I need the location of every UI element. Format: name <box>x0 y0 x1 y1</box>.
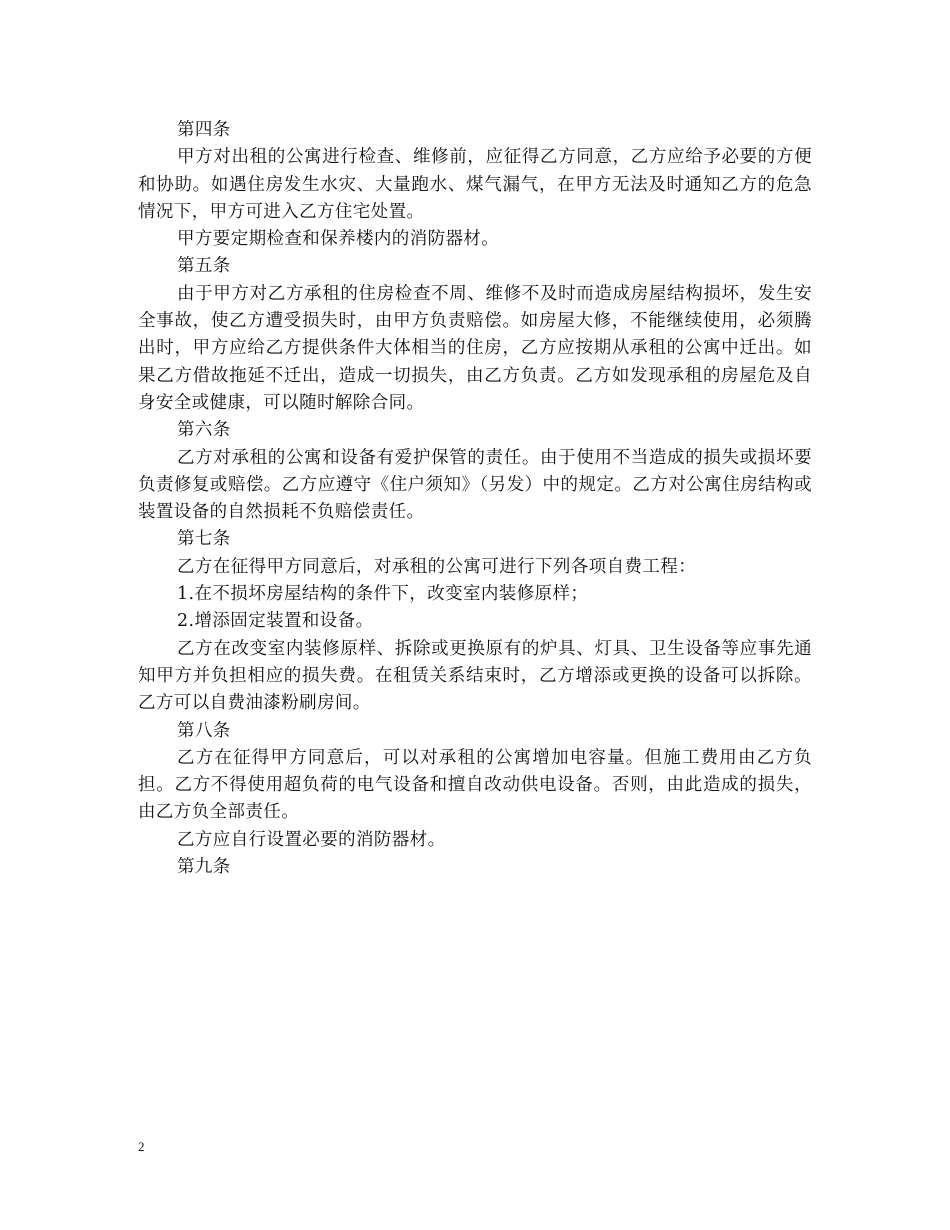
article-heading-5: 第五条 <box>177 256 231 277</box>
paragraph: 乙方在改变室内装修原样、拆除或更换原有的炉具、灯具、卫生设备等应事先通知甲方并负担相应的损失费。在租赁关系结束时，乙方增添或更换的设备可以拆除。乙方可以自费油漆粉刷房间。 <box>138 638 812 714</box>
paragraph: 甲方要定期检查和保养楼内的消防器材。 <box>177 229 500 250</box>
article-heading-8: 第八条 <box>177 720 231 741</box>
paragraph: 乙方对承租的公寓和设备有爱护保管的责任。由于使用不当造成的损失或损坏要负责修复或赔偿。乙方应遵守《住户须知》（另发）中的规定。乙方对公寓住房结构或装置设备的自然损耗不负赔偿责任。 <box>138 447 812 523</box>
page-number: 2 <box>138 1139 145 1154</box>
paragraph: 乙方在征得甲方同意后，对承租的公寓可进行下列各项自费工程： <box>177 556 697 577</box>
list-item: 2.增添固定装置和设备。 <box>177 611 374 632</box>
paragraph: 乙方应自行设置必要的消防器材。 <box>177 829 446 850</box>
paragraph: 由于甲方对乙方承租的住房检查不周、维修不及时而造成房屋结构损坏，发生安全事故，使乙方遭受损失时，由甲方负责赔偿。如房屋大修，不能继续使用，必须腾出时，甲方应给乙方提供条件大体相当的住房，乙方应按期从承租的公寓中迁出。如果乙方借故拖延不迁出，造成一切损失，由乙方负责。乙方如发现承租的房屋危及自身安全或健康，可以随时解除合同。 <box>138 283 812 413</box>
article-heading-7: 第七条 <box>177 529 231 550</box>
article-heading-6: 第六条 <box>177 420 231 441</box>
article-heading-9: 第九条 <box>177 857 231 878</box>
document-body <box>138 117 812 881</box>
paragraph: 甲方对出租的公寓进行检查、维修前，应征得乙方同意，乙方应给予必要的方便和协助。如遇住房发生水灾、大量跑水、煤气漏气，在甲方无法及时通知乙方的危急情况下，甲方可进入乙方住宅处置。 <box>138 147 812 222</box>
list-item: 1.在不损坏房屋结构的条件下，改变室内装修原样； <box>177 584 589 605</box>
paragraph: 乙方在征得甲方同意后，可以对承租的公寓增加电容量。但施工费用由乙方负担。乙方不得使用超负荷的电气设备和擅自改动供电设备。否则，由此造成的损失，由乙方负全部责任。 <box>138 747 812 823</box>
article-heading-4: 第四条 <box>177 120 231 140</box>
